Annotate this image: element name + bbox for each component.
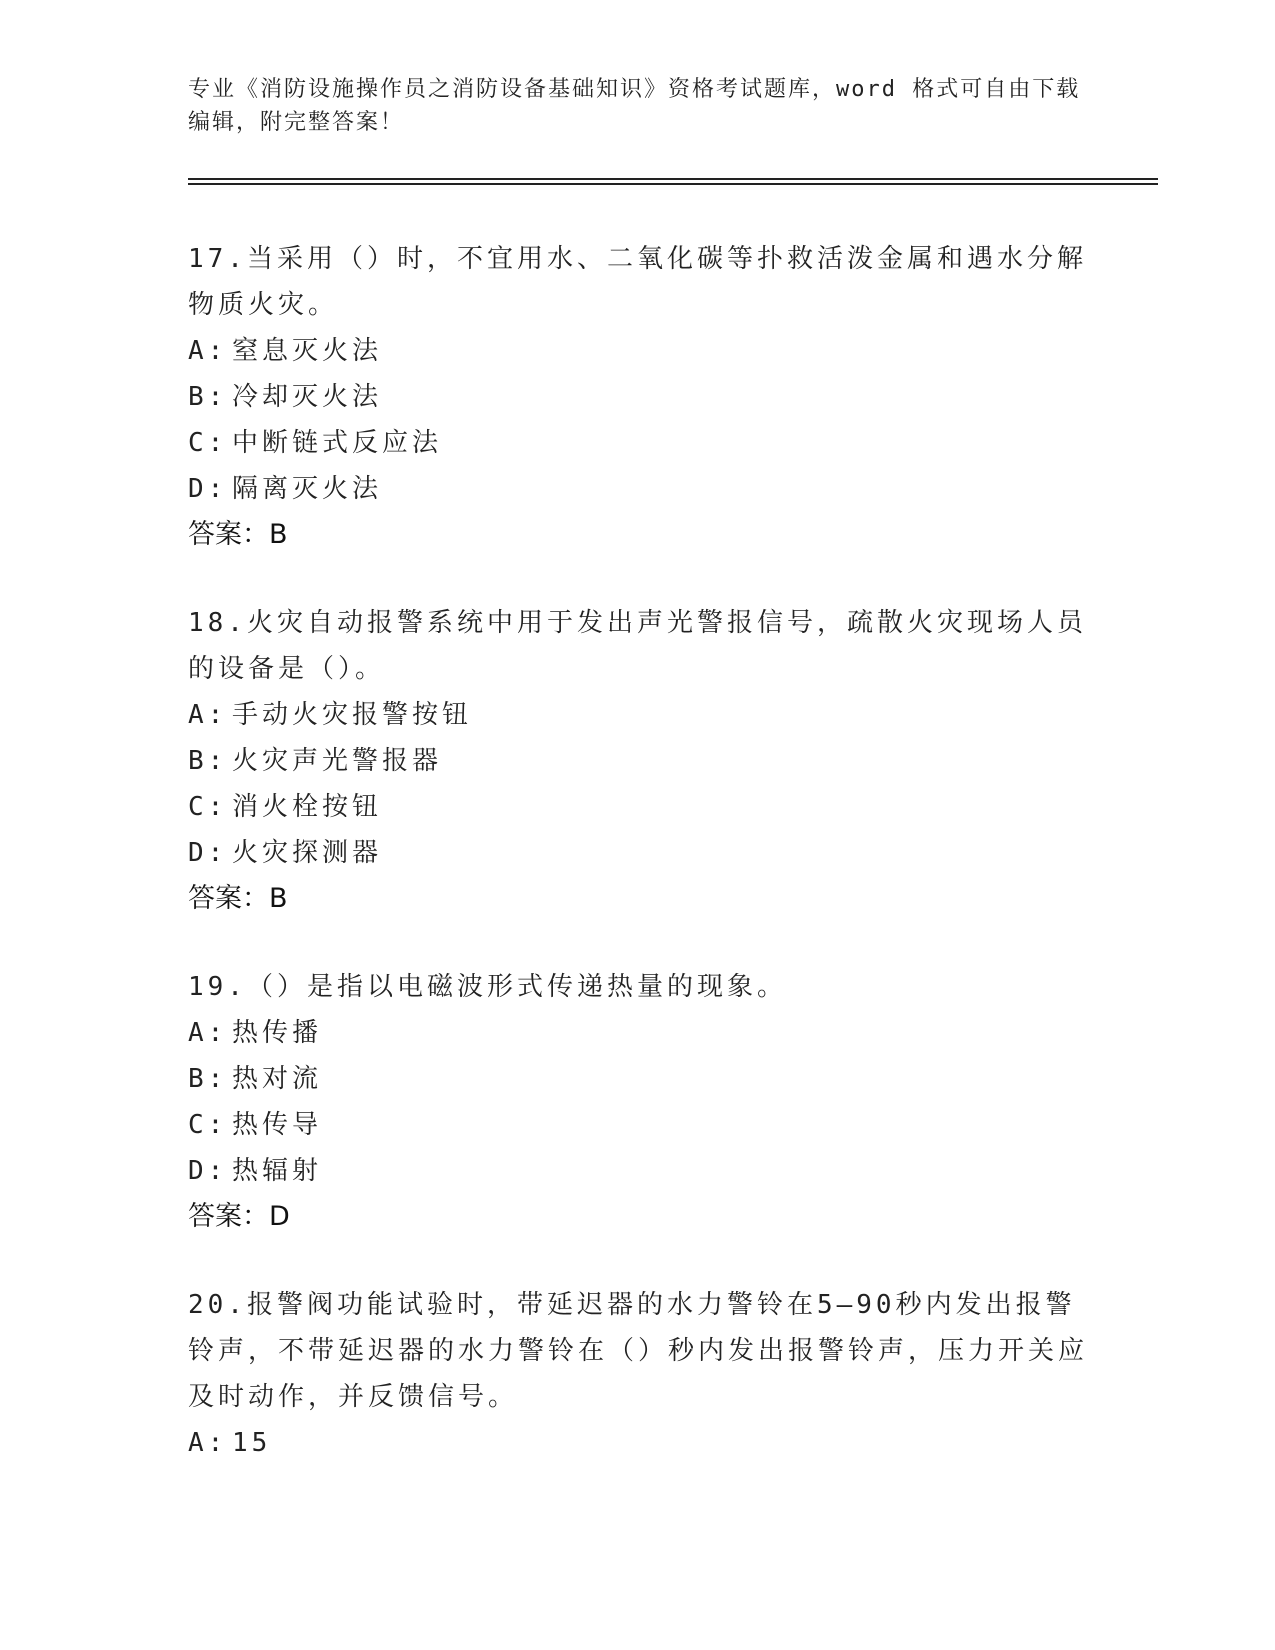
header-divider-top — [188, 178, 1158, 180]
option-b — [188, 1056, 1088, 1102]
option-d — [188, 830, 1088, 876]
option-letter: B: — [188, 746, 228, 776]
option-letter: A: — [188, 1428, 228, 1458]
question-19 — [188, 964, 1088, 1240]
answer-line: 答案：B — [188, 883, 288, 914]
question-18 — [188, 600, 1088, 922]
option-d — [188, 1148, 1088, 1194]
option-b — [188, 738, 1088, 784]
option-text: 手动火灾报警按钮 — [232, 700, 473, 730]
option-text: 冷却灭火法 — [232, 382, 383, 412]
option-text: 火灾声光警报器 — [232, 746, 443, 776]
question-stem: 17.当采用（）时，不宜用水、二氧化碳等扑救活泼金属和遇水分解物质火灾。 — [188, 244, 1087, 320]
option-c — [188, 1102, 1088, 1148]
question-stem: 19.（）是指以电磁波形式传递热量的现象。 — [188, 972, 787, 1002]
question-17 — [188, 236, 1088, 558]
option-c — [188, 784, 1088, 830]
answer-line: 答案：B — [188, 519, 288, 550]
option-a — [188, 1420, 1088, 1466]
option-letter: D: — [188, 1156, 228, 1186]
option-text: 隔离灭火法 — [232, 474, 383, 504]
option-c — [188, 420, 1088, 466]
option-letter: C: — [188, 428, 228, 458]
question-stem: 20.报警阀功能试验时，带延迟器的水力警铃在5—90秒内发出报警铃声，不带延迟器的水力警铃在（）秒内发出报警铃声，压力开关应及时动作，并反馈信号。 — [188, 1290, 1089, 1412]
option-letter: A: — [188, 336, 228, 366]
option-text: 中断链式反应法 — [232, 428, 443, 458]
document-header: 专业《消防设施操作员之消防设备基础知识》资格考试题库，word 格式可自由下载编辑，附完整答案！ — [188, 77, 1081, 135]
option-text: 热辐射 — [232, 1156, 323, 1186]
option-text: 15 — [232, 1428, 272, 1458]
option-text: 窒息灭火法 — [232, 336, 383, 366]
option-a — [188, 328, 1088, 374]
option-letter: C: — [188, 792, 228, 822]
option-letter: A: — [188, 1018, 228, 1048]
option-d — [188, 466, 1088, 512]
option-a — [188, 1010, 1088, 1056]
answer-line: 答案：D — [188, 1201, 290, 1232]
option-letter: D: — [188, 474, 228, 504]
option-text: 火灾探测器 — [232, 838, 383, 868]
header-divider-bottom — [188, 183, 1158, 185]
option-text: 热传播 — [232, 1018, 323, 1048]
question-list — [188, 236, 1088, 1508]
option-letter: B: — [188, 1064, 228, 1094]
option-a — [188, 692, 1088, 738]
question-20 — [188, 1282, 1088, 1466]
option-letter: C: — [188, 1110, 228, 1140]
option-text: 消火栓按钮 — [232, 792, 383, 822]
option-letter: D: — [188, 838, 228, 868]
option-text: 热对流 — [232, 1064, 323, 1094]
option-letter: B: — [188, 382, 228, 412]
option-b — [188, 374, 1088, 420]
question-stem: 18.火灾自动报警系统中用于发出声光警报信号，疏散火灾现场人员的设备是（）。 — [188, 608, 1087, 684]
option-letter: A: — [188, 700, 228, 730]
option-text: 热传导 — [232, 1110, 323, 1140]
